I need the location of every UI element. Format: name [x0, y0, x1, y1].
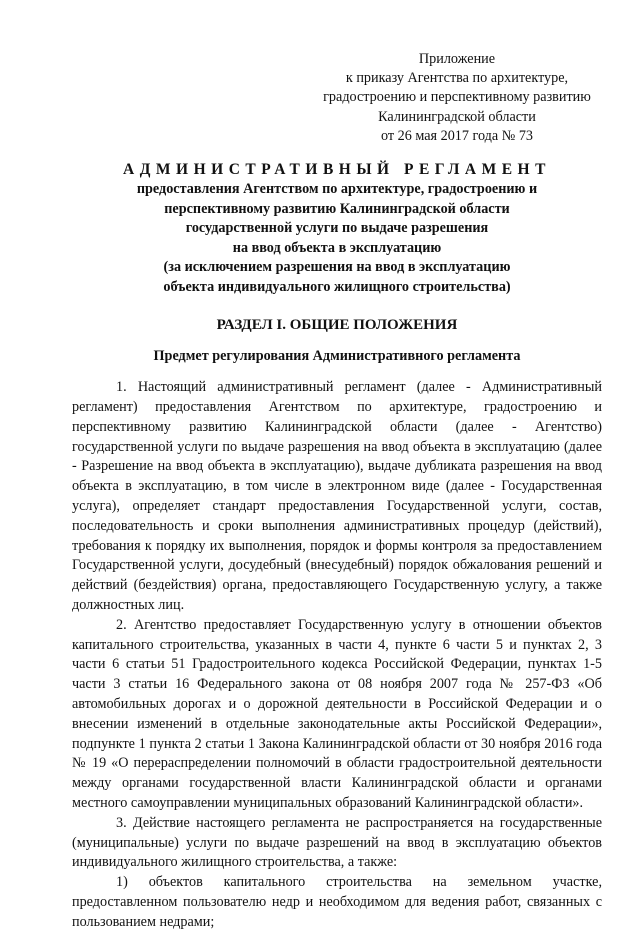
- document-title: АДМИНИСТРАТИВНЫЙ РЕГЛАМЕНТ: [123, 161, 551, 179]
- subtitle-line: государственной услуги по выдаче разрешения: [185, 220, 489, 237]
- appendix-line: к приказу Агентства по архитектуре,: [345, 70, 569, 87]
- document-subtitle: [72, 180, 602, 298]
- subsection-heading: Предмет регулирования Административного регламента: [153, 348, 521, 365]
- paragraph: 3. Действие настоящего регламента не распространяется на государственные (муниципальные) услуги по выдаче разрешений на ввод в эксплуатацию объектов индивидуального жилищного строительства, а также:: [72, 814, 602, 871]
- subtitle-line: (за исключением разрешения на ввод в эксплуатацию: [163, 259, 511, 276]
- body-text: [72, 378, 602, 932]
- appendix-block: [312, 50, 602, 146]
- section-heading: РАЗДЕЛ I. ОБЩИЕ ПОЛОЖЕНИЯ: [216, 316, 458, 333]
- subtitle-line: объекта индивидуального жилищного строительства): [163, 278, 511, 295]
- appendix-line: от 26 мая 2017 года № 73: [380, 127, 534, 144]
- paragraph: 1. Настоящий административный регламент (далее - Административный регламент) предоставления Агентством по архитектуре, градостроению и перспективному развитию Калининградской области (далее - Агентство) государственной услуги по выдаче разрешения на ввод объекта в эксплуатацию (далее - Разрешение на ввод объекта в эксплуатацию), выдаче дубликата разрешения на ввод объекта в эксплуатацию, в том числе в электронном виде (далее - Государственная услуга), определяет стандарт предоставления Государственной услуги, состав, последовательность и сроки выполнения административных процедур (действий), требования к порядку их выполнения, порядок и формы контроля за предоставлением Государственной услуги, досудебный (внесудебный) порядок обжалования решений и действий (бездействия) органа, предоставляющего Государственную услугу, а также должностных лиц.: [72, 379, 602, 613]
- subtitle-line: на ввод объекта в эксплуатацию: [232, 239, 442, 256]
- appendix-line: Калининградской области: [378, 108, 536, 125]
- paragraph: 2. Агентство предоставляет Государственную услугу в отношении объектов капитального строительства, указанных в части 4, пункте 6 части 5 и пунктах 2, 3 части 6 статьи 51 Градостроительного кодекса Российской Федерации, пунктах 1-5 части 3 статьи 16 Федерального закона от 08 ноября 2007 года № 257-ФЗ «Об автомобильных дорогах и о дорожной деятельности в Российской Федерации и о внесении изменений в отдельные законодательные акты Российской Федерации», подпункте 1 пункта 2 статьи 1 Закона Калининградской области от 30 ноября 2016 года № 19 «О перераспределении полномочий в области градостроительной деятельности между органами государственной власти Калининградской области и органами местного самоуправлении муниципальных образований Калининградской области».: [72, 616, 602, 811]
- subtitle-line: предоставления Агентством по архитектуре, градостроению и: [136, 181, 538, 198]
- appendix-line: градостроению и перспективному развитию: [323, 89, 591, 106]
- appendix-line: Приложение: [418, 51, 496, 67]
- paragraph: 1) объектов капитального строительства на земельном участке, предоставленном пользователю недр и необходимом для ведения работ, связанных с пользованием недрами;: [72, 874, 602, 930]
- subtitle-line: перспективному развитию Калининградской области: [164, 200, 510, 217]
